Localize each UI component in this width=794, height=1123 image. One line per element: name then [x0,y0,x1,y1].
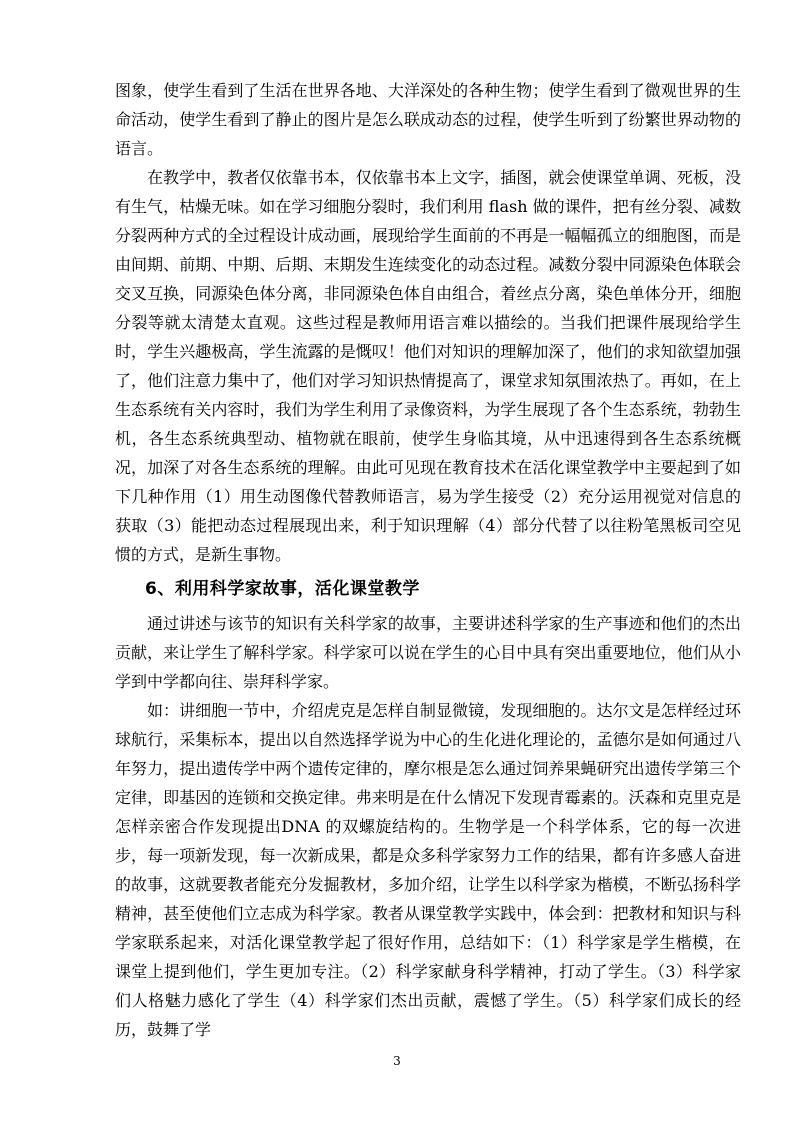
section-heading-scientist-stories: 6、利用科学家故事，活化课堂教学 [145,579,420,599]
paragraph-scientist-examples: 如：讲细胞一节中，介绍虎克是怎样自制显微镜，发现细胞的。达尔文是怎样经过环球航行，采集标本，提出以自然选择学说为中心的生化进化理论的，孟德尔是如何通过八年努力，提出遗传学中两个遗传定律的，摩尔根是怎么通过饲养果蝇研究出遗传学第三个定律，即基因的连锁和交换定律。弗来明是在什么情况下发现青霉素的。沃森和克里克是怎样亲密合作发现提出DNA 的双螺旋结构的。生物学是一个科学体系，它的每一次进步，每一项新发现，每一次新成果，都是众多科学家努力工作的结果，都有许多感人奋进的故事，这就要教者能充分发掘教材，多加介绍，让学生以科学家为楷模，不断弘扬科学精神，甚至使他们立志成为科学家。教者从课堂教学实践中，体会到：把教材和知识与科学家联系起来，对活化课堂教学起了很好作用，总结如下：（1）科学家是学生楷模，在课堂上提到他们，学生更加专注。（2）科学家献身科学精神，打动了学生。（3）科学家们人格魅力感化了学生（4）科学家们杰出贡献，震憾了学生。（5）科学家们成长的经历，鼓舞了学 [115,701,741,1039]
page-number: 3 [393,1054,401,1068]
paragraph-scientist-intro: 通过讲述与该节的知识有关科学家的故事，主要讲述科学家的生产事迹和他们的杰出贡献，来让学生了解科学家。科学家可以说在学生的心目中具有突出重要地位，他们从小学到中学都向往、崇拜科学家。 [115,614,741,691]
document-body [115,76,741,1044]
paragraph-multimedia-teaching: 在教学中，教者仅依靠书本，仅依靠书本上文字，插图，就会使课堂单调、死板，没有生气，枯燥无味。如在学习细胞分裂时，我们利用 flash 做的课件，把有丝分裂、减数分裂两种方式的全过程设计成动画，展现给学生面前的不再是一幅幅孤立的细胞图，而是由间期、前期、中期、后期、末期发生连续变化的动态过程。减数分裂中同源染色体联会交叉互换，同源染色体分离，非同源染色体自由组合，着丝点分离，染色单体分开，细胞分裂等就太清楚太直观。这些过程是教师用语言难以描绘的。当我们把课件展现给学生时，学生兴趣极高，学生流露的是慨叹！他们对知识的理解加深了，他们的求知欲望加强了，他们注意力集中了，他们对学习知识热情提高了，课堂求知氛围浓热了。再如，在上生态系统有关内容时，我们为学生利用了录像资料，为学生展现了各个生态系统，勃勃生机，各生态系统典型动、植物就在眼前，使学生身临其境，从中迅速得到各生态系统概况，加深了对各生态系统的理解。由此可见现在教育技术在活化课堂教学中主要起到了如下几种作用（1）用生动图像代替教师语言，易为学生接受（2）充分运用视觉对信息的获取（3）能把动态过程展现出来，利于知识理解（4）部分代替了以往粉笔黑板司空见惯的方式，是新生事物。 [115,168,741,564]
paragraph-continuation: 图象，使学生看到了生活在世界各地、大洋深处的各种生物；使学生看到了微观世界的生命活动，使学生看到了静止的图片是怎么联成动态的过程，使学生听到了纷繁世界动物的语言。 [115,81,741,158]
